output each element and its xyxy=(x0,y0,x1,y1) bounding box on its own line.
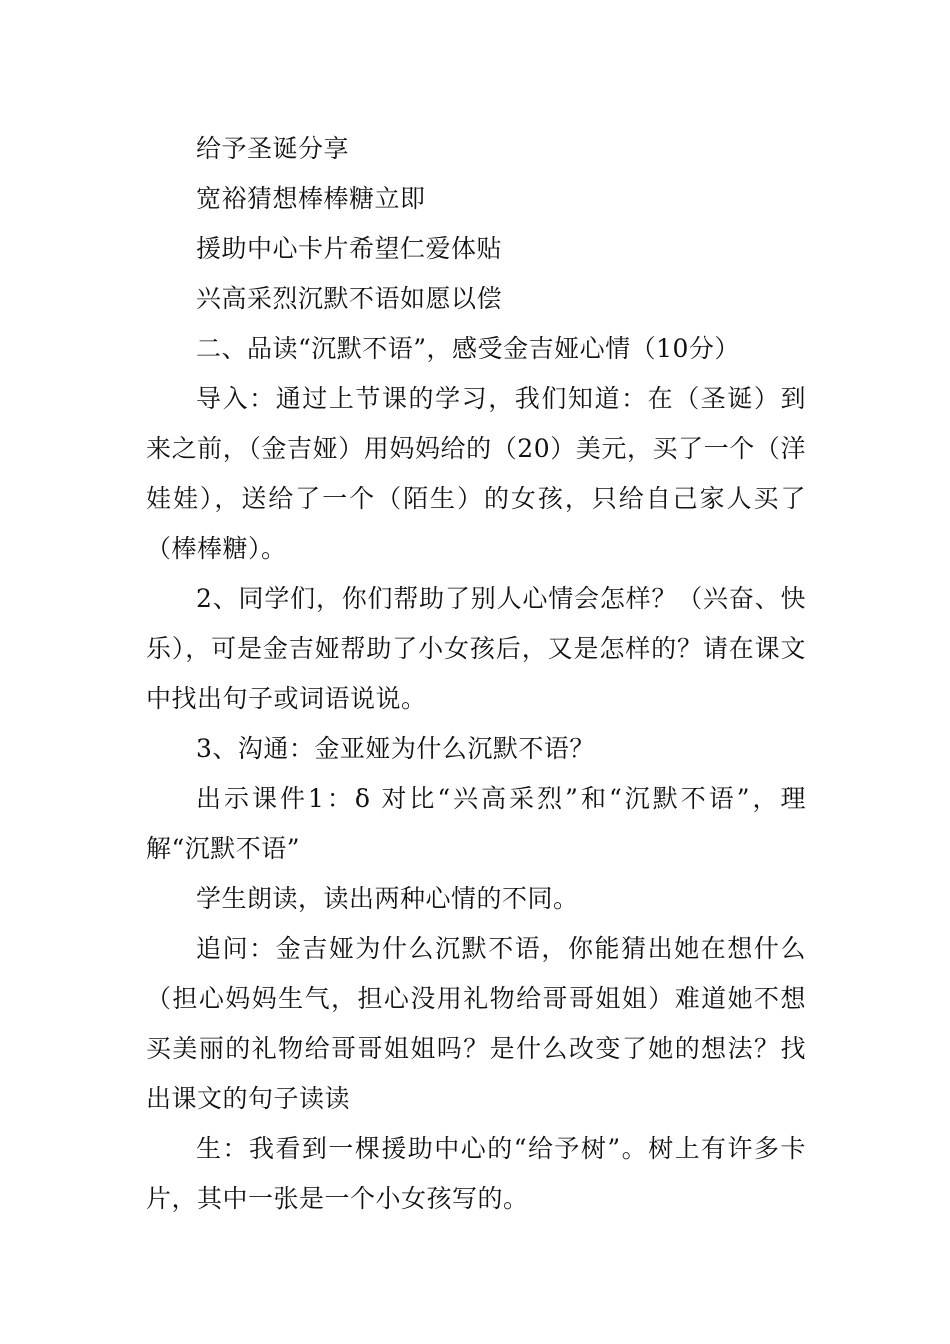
paragraph-follow-up: 追问：金吉娅为什么沉默不语，你能猜出她在想什么（担心妈妈生气，担心没用礼物给哥哥姐姐）难道她不想买美丽的礼物给哥哥姐姐吗？是什么改变了她的想法？找出课文的句子读读 xyxy=(146,934,806,1113)
vocab-line-3: 援助中心卡片希望仁爱体贴 xyxy=(196,234,503,263)
paragraph-reading: 学生朗读，读出两种心情的不同。 xyxy=(196,884,579,913)
document-body xyxy=(146,124,806,1224)
section-heading: 二、品读“沉默不语”，感受金吉娅心情（10分） xyxy=(196,334,740,363)
paragraph-question-2: 2、同学们，你们帮助了别人心情会怎样？（兴奋、快乐），可是金吉娅帮助了小女孩后，又是怎样的？请在课文中找出句子或词语说说。 xyxy=(146,584,806,713)
vocab-line-4: 兴高采烈沉默不语如愿以偿 xyxy=(196,284,503,313)
paragraph-question-3: 3、沟通：金亚娅为什么沉默不语？ xyxy=(196,734,595,763)
vocab-line-2: 宽裕猜想棒棒糖立即 xyxy=(196,184,426,213)
paragraph-student: 生：我看到一棵援助中心的“给予树”。树上有许多卡片，其中一张是一个小女孩写的。 xyxy=(146,1134,806,1213)
paragraph-intro: 导入：通过上节课的学习，我们知道：在（圣诞）到来之前，（金吉娅）用妈妈给的（20）美元，买了一个（洋娃娃），送给了一个（陌生）的女孩，只给自己家人买了（棒棒糖）。 xyxy=(146,384,806,563)
paragraph-courseware: 出示课件1：δ 对比“兴高采烈”和“沉默不语”，理解“沉默不语” xyxy=(146,784,806,863)
vocab-line-1: 给予圣诞分享 xyxy=(196,134,350,163)
